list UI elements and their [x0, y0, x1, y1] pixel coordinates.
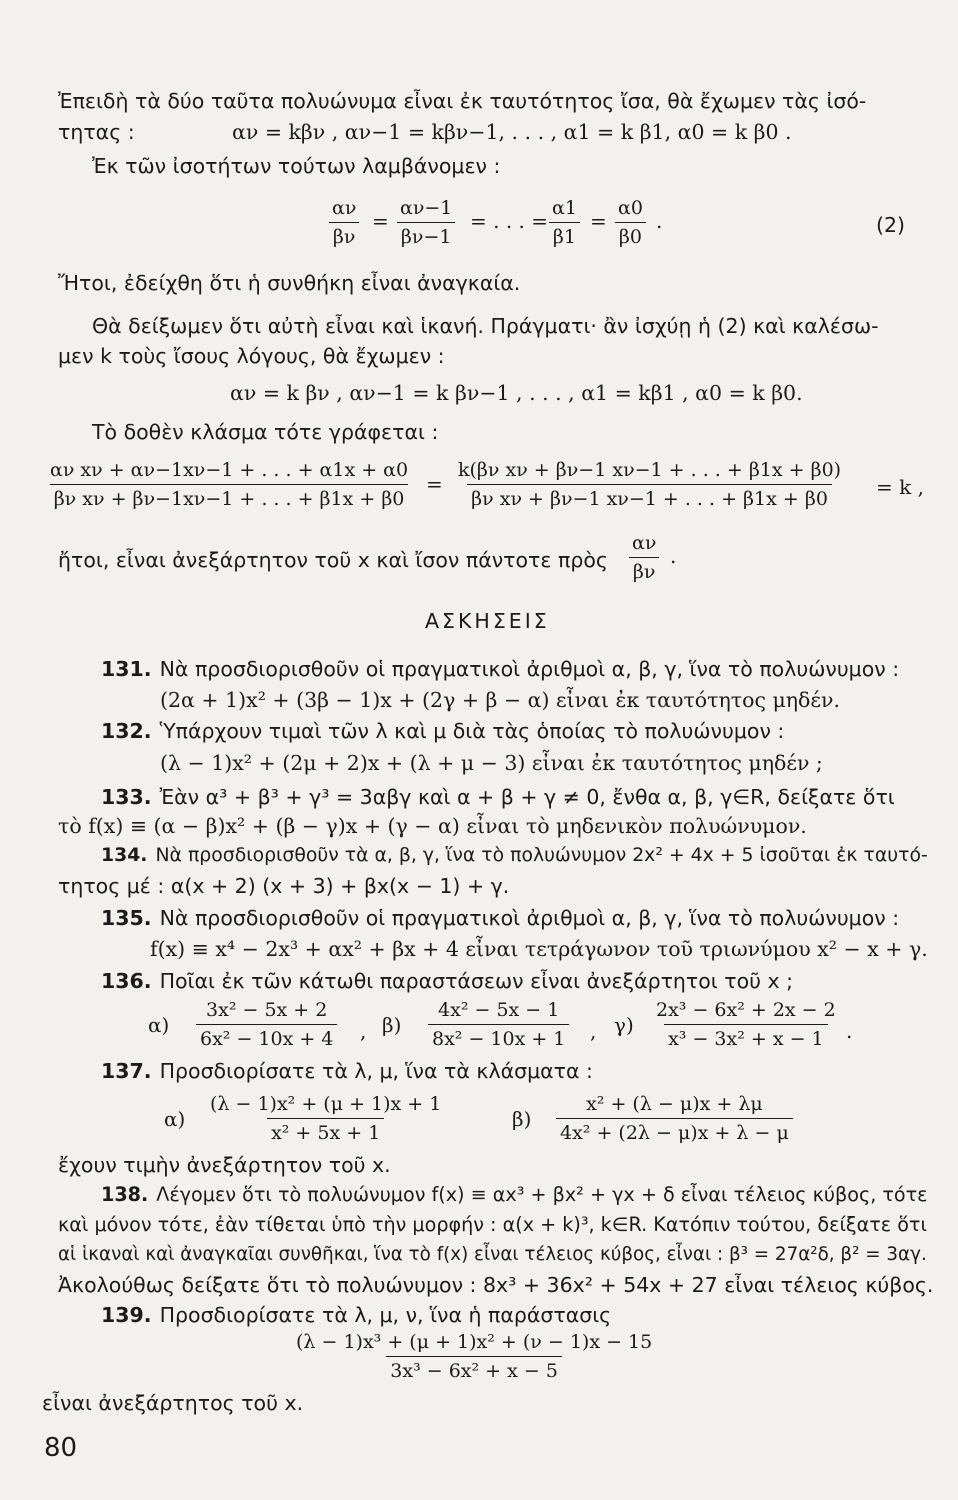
ratio-fraction-4-den: β0: [615, 222, 646, 249]
exercise-137: [101, 1058, 593, 1084]
big-fraction-1-den: βν xν + βν−1xν−1 + . . . + β1x + β0: [50, 484, 409, 511]
intro-line-2-math: αν = kβν , αν−1 = kβν−1, . . . , α1 = k β1, α0 = k β0 .: [232, 120, 792, 144]
exercise-131: [101, 656, 899, 682]
line9-fraction-den: βν: [629, 557, 660, 584]
line9-fraction-num: αν: [632, 532, 657, 554]
exercise-134: [101, 843, 928, 869]
exercise-137-fraction-b-num: x² + (λ − μ)x + λμ: [586, 1093, 763, 1115]
exercise-138-number: 138.: [101, 1183, 149, 1206]
big-tail: = k ,: [876, 475, 924, 499]
exercise-137-label-a: α): [164, 1107, 186, 1131]
exercise-139: [101, 1302, 611, 1328]
exercise-137-fraction-b: [556, 1092, 793, 1145]
exercise-132-number: 132.: [101, 719, 152, 743]
big-fraction-2-den: βν xν + βν−1 xν−1 + . . . + β1x + β0: [467, 484, 832, 511]
ratio-fraction-4-num: α0: [618, 197, 643, 219]
exercise-137-fraction-a: [206, 1092, 445, 1145]
exercise-133-line-2: τὸ f(x) ≡ (α − β)x² + (β − γ)x + (γ − α) εἶναι τὸ μηδενικὸν πολυώνυμον.: [58, 814, 807, 838]
equation-label: (2): [876, 213, 906, 237]
big-fraction-1-num: αν xν + αν−1xν−1 + . . . + α1x + α0: [50, 459, 409, 481]
ratio-op-3: =: [590, 209, 607, 233]
exercises-heading: ΑΣΚΗΣΕΙΣ: [425, 609, 550, 633]
exercise-138-line-2: καὶ μόνον τότε, ἐὰν τίθεται ὑπὸ τὴν μορφήν : α(x + k)³, k∈R. Κατόπιν τούτου, δείξατε ὅτι: [58, 1213, 927, 1236]
exercise-134-text: Νὰ προσδιορισθοῦν τὰ α, β, γ, ἵνα τὸ πολυώνυμον 2x² + 4x + 5 ἰσοῦται ἐκ ταυτό-: [155, 845, 928, 866]
exercise-136-fraction-a: [196, 998, 337, 1051]
exercise-139-fraction: [292, 1330, 656, 1383]
ratio-fraction-1-num: αν: [332, 197, 357, 219]
exercise-139-number: 139.: [101, 1303, 152, 1327]
exercise-135-line-2: f(x) ≡ x⁴ − 2x³ + αx² + βx + 4 εἶναι τετράγωνον τοῦ τριωνύμου x² − x + γ.: [150, 937, 928, 961]
ratio-fraction-1-den: βν: [329, 222, 360, 249]
exercise-138-line-3: αἱ ἱκαναὶ καὶ ἀναγκαῖαι συνθῆκαι, ἵνα τὸ f(x) εἶναι τέλειος κύβος, εἶναι : β³ = 27α²δ, β² = 3αγ.: [58, 1244, 927, 1265]
exercise-133-text: Ἐὰν α³ + β³ + γ³ = 3αβγ καὶ α + β + γ ≠ 0, ἔνθα α, β, γ∈R, δείξατε ὅτι: [159, 785, 895, 809]
exercise-136-fraction-b-num: 4x² − 5x − 1: [438, 999, 560, 1021]
exercise-136-label-b: β): [382, 1013, 402, 1037]
exercise-136-sep-a: ,: [360, 1019, 367, 1043]
page-number: 80: [44, 1433, 78, 1463]
big-equals: =: [426, 472, 443, 496]
exercise-138-line-4: Ἀκολούθως δείξατε ὅτι τὸ πολυώνυμον : 8x³ + 36x² + 54x + 27 εἶναι τέλειος κύβος.: [58, 1273, 934, 1297]
exercise-136-label-a: α): [148, 1013, 170, 1037]
exercise-138: [101, 1182, 928, 1208]
intro-line-3: Ἐκ τῶν ἰσοτήτων τούτων λαμβάνομεν :: [92, 154, 501, 178]
exercise-137-label-b: β): [512, 1107, 532, 1131]
exercise-133: [101, 784, 895, 810]
exercise-132-line-2: (λ − 1)x² + (2μ + 2)x + (λ + μ − 3) εἶναι ἐκ ταυτότητος μηδέν ;: [160, 751, 823, 775]
exercise-138-text: Λέγομεν ὅτι τὸ πολυώνυμον f(x) ≡ αx³ + βx² + γx + δ εἶναι τέλειος κύβος, τότε: [156, 1183, 928, 1206]
intro-line-2-text: τητας :: [58, 120, 135, 144]
exercise-136-fraction-b-den: 8x² − 10x + 1: [428, 1024, 569, 1051]
exercise-136: [101, 968, 793, 994]
ratio-fraction-3-num: α1: [552, 197, 577, 219]
exercise-137-fraction-a-den: x² + 5x + 1: [267, 1118, 384, 1145]
exercise-135: [101, 905, 899, 931]
exercise-136-number: 136.: [101, 969, 152, 993]
exercise-137-text: Προσδιορίσατε τὰ λ, μ, ἵνα τὰ κλάσματα :: [159, 1059, 593, 1083]
exercise-139-text: Προσδιορίσατε τὰ λ, μ, ν, ἵνα ἡ παράστασις: [159, 1303, 612, 1327]
ratio-fraction-4: [614, 196, 647, 249]
exercise-136-text: Ποῖαι ἐκ τῶν κάτωθι παραστάσεων εἶναι ἀνεξάρτητοι τοῦ x ;: [159, 969, 794, 993]
line9-end: .: [670, 544, 677, 568]
ratio-op-4: .: [656, 209, 663, 233]
exercise-136-sep-b: ,: [590, 1019, 597, 1043]
exercise-134-number: 134.: [101, 845, 148, 866]
exercise-132-text: Ὑπάρχουν τιμαὶ τῶν λ καὶ μ διὰ τὰς ὁποίας τὸ πολυώνυμον :: [159, 719, 785, 743]
exercise-137-fraction-b-den: 4x² + (2λ − μ)x + λ − μ: [556, 1118, 793, 1145]
ratio-fraction-3: [548, 196, 581, 249]
exercise-139-line-end: εἶναι ἀνεξάρτητος τοῦ x.: [42, 1391, 304, 1415]
exercise-137-number: 137.: [101, 1059, 152, 1083]
big-fraction-2-num: k(βν xν + βν−1 xν−1 + . . . + β1x + β0): [458, 459, 842, 481]
exercise-136-fraction-a-den: 6x² − 10x + 4: [196, 1024, 337, 1051]
big-fraction-1: [46, 458, 412, 511]
exercise-131-number: 131.: [101, 657, 152, 681]
ratio-fraction-2-num: αν−1: [400, 197, 453, 219]
exercise-135-number: 135.: [101, 906, 152, 930]
intro-line-9: ἤτοι, εἶναι ἀνεξάρτητον τοῦ x καὶ ἴσον πάντοτε πρὸς: [58, 548, 608, 572]
intro-line-6: μεν k τοὺς ἴσους λόγους, θὰ ἔχωμεν :: [58, 344, 445, 368]
exercise-134-line-2: τητος μέ : α(x + 2) (x + 3) + βx(x − 1) + γ.: [58, 874, 510, 898]
exercise-137-line-end: ἔχουν τιμὴν ἀνεξάρτητον τοῦ x.: [58, 1153, 391, 1177]
exercise-131-text: Νὰ προσδιορισθοῦν οἱ πραγματικοὶ ἀριθμοὶ α, β, γ, ἵνα τὸ πολυώνυμον :: [159, 657, 900, 681]
exercise-136-fraction-c-num: 2x³ − 6x² + 2x − 2: [656, 999, 836, 1021]
line9-fraction: [628, 531, 660, 584]
intro-line-8: Τὸ δοθὲν κλάσμα τότε γράφεται :: [92, 420, 439, 444]
exercise-137-fraction-a-num: (λ − 1)x² + (μ + 1)x + 1: [210, 1093, 442, 1115]
exercise-136-label-c: γ): [614, 1013, 634, 1037]
exercise-136-fraction-c: [652, 998, 840, 1051]
intro-line-1: Ἐπειδὴ τὰ δύο ταῦτα πολυώνυμα εἶναι ἐκ ταυτότητος ἴσα, θὰ ἔχωμεν τὰς ἰσό-: [58, 89, 867, 113]
intro-line-5: Θὰ δείξωμεν ὅτι αὐτὴ εἶναι καὶ ἱκανή. Πράγματι· ἂν ἰσχύῃ ἡ (2) καὶ καλέσω-: [92, 314, 879, 338]
intro-line-7-math: αν = k βν , αν−1 = k βν−1 , . . . , α1 = kβ1 , α0 = k β0.: [230, 381, 803, 405]
ratio-op-1: =: [372, 209, 389, 233]
exercise-139-fraction-den: 3x³ − 6x² + x − 5: [386, 1356, 562, 1383]
exercise-136-fraction-b: [428, 998, 569, 1051]
exercise-132: [101, 718, 784, 744]
ratio-fraction-3-den: β1: [549, 222, 580, 249]
ratio-fraction-1: [328, 196, 360, 249]
exercise-131-line-2: (2α + 1)x² + (3β − 1)x + (2γ + β − α) εἶναι ἐκ ταυτότητος μηδέν.: [160, 688, 840, 712]
exercise-136-sep-c: .: [846, 1019, 853, 1043]
ratio-fraction-2: [396, 196, 456, 249]
exercise-135-text: Νὰ προσδιορισθοῦν οἱ πραγματικοὶ ἀριθμοὶ α, β, γ, ἵνα τὸ πολυώνυμον :: [159, 906, 900, 930]
exercise-136-fraction-a-num: 3x² − 5x + 2: [206, 999, 328, 1021]
intro-line-4: Ἤτοι, ἐδείχθη ὅτι ἡ συνθήκη εἶναι ἀναγκαία.: [58, 271, 521, 295]
exercise-133-number: 133.: [101, 785, 152, 809]
ratio-fraction-2-den: βν−1: [397, 222, 456, 249]
big-fraction-2: [454, 458, 845, 511]
exercise-139-fraction-num: (λ − 1)x³ + (μ + 1)x² + (ν − 1)x − 15: [296, 1331, 653, 1353]
ratio-op-2: = . . . =: [470, 209, 549, 233]
exercise-136-fraction-c-den: x³ − 3x² + x − 1: [664, 1024, 828, 1051]
